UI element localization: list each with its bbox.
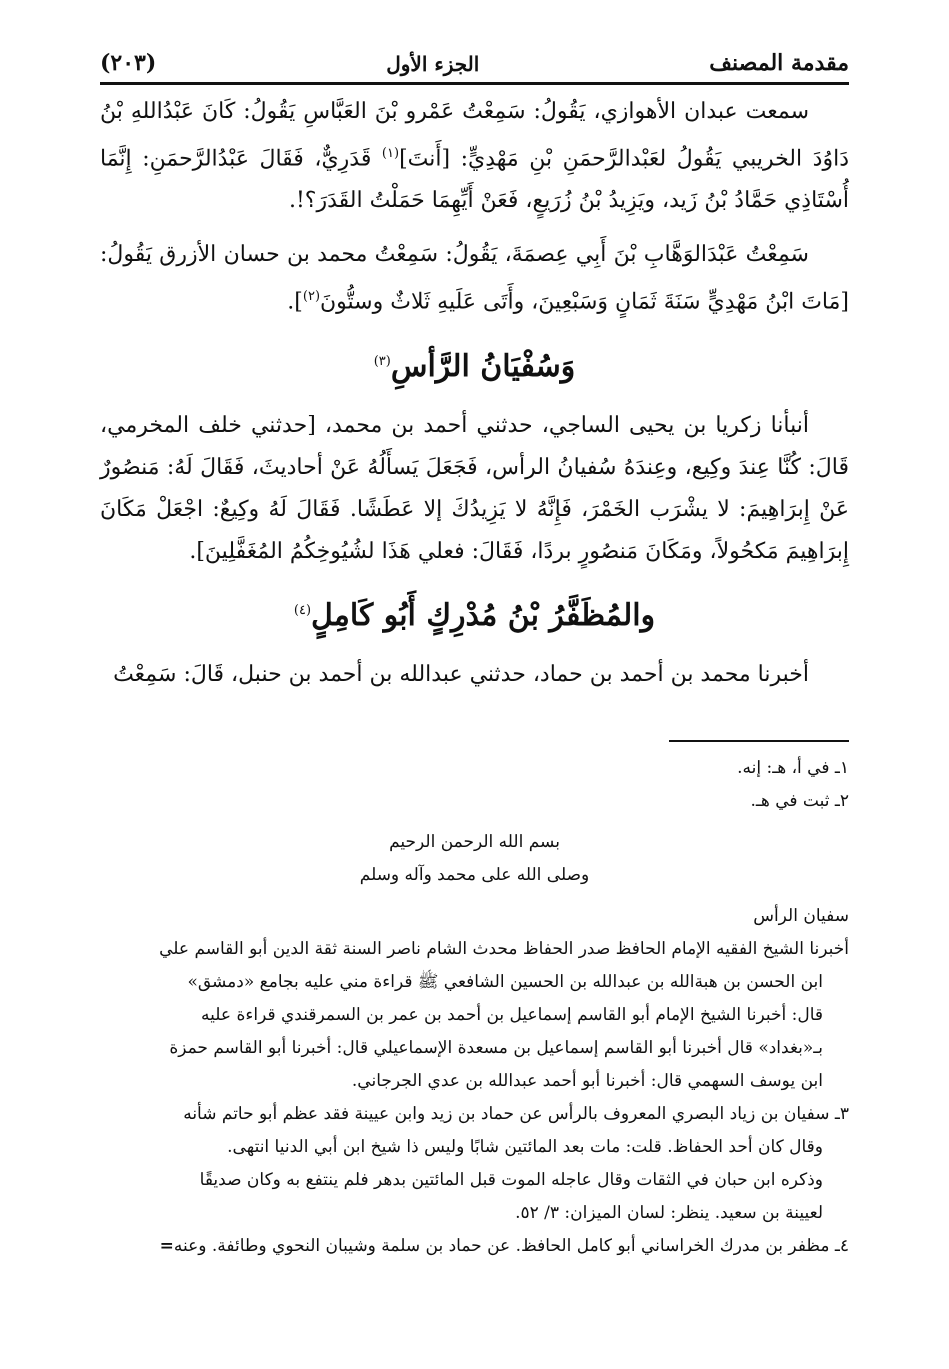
basmala: بسم الله الرحمن الرحيم: [389, 831, 560, 852]
paragraph-1-text-cont: قَدَرِيٌّ، فَقَالَ عَبْدُالرَّحمَنِ: إِنَّمَا أُسْتَاذِي حَمَّادُ بْنُ زَيد، ويَزِيدُ بْنُ زُرَيعٍ، فَعَنْ أَيِّهِمَا حَمَلْتُ القَدَرَ؟!.: [100, 146, 849, 214]
page-number: (٢٠٣): [100, 50, 157, 76]
page-header: [100, 36, 849, 76]
footnote-3-line: وقال كان أحد الحفاظ. قلت: مات بعد المائتين شابًا وليس ذا شيخ ابن أبي الدنيا انتهى.: [227, 1136, 823, 1157]
isnad-line: بـ«بغداد» قال أخبرنا أبو القاسم إسماعيل بن مسعدة الإسماعيلي قال: أخبرنا أبو القاسم حمزة: [169, 1037, 823, 1058]
footnote-2: ٢ـ ثبت في هـ.: [750, 790, 849, 811]
isnad-line: قال: أخبرنا الشيخ الإمام أبو القاسم إسماعيل بن أحمد بن عمر بن السمرقندي قراءة عليه: [201, 1004, 823, 1025]
footnote-4-text: ٤ـ مظفر بن مدرك الخراساني أبو كامل الحافظ. عن حماد بن سلمة وشيبان النحوي وطائفة. وعنه: [173, 1235, 849, 1256]
paragraph-2-text: سَمِعْتُ عَبْدَالوَهَّابِ بْنَ أَبِي عِصمَةَ، يَقُولُ: سَمِعْتُ محمد بن حسان الأزرق يَقُولُ: [مَاتَ ابْنُ مَهْدِيٍّ سَنَةَ ثَمَانٍ وَسَبْعِينَ، وأَتَى عَلَيهِ ثَلاثٌ وستُّونَ: [100, 242, 849, 315]
paragraph-3-text: أنبأنا زكريا بن يحيى الساجي، حدثني أحمد بن محمد، [حدثني خلف المخرمي، قَالَ: كُنَّا عِندَ وكِيع، وعِندَهُ سُفيانُ الرأس، فَجَعَلَ يَسأَلُهُ عَنْ أحاديثَ، فَقَالَ لَهُ: مَنصُورٌ عَنْ إِبرَاهِيمَ: لا يشْرَب الخَمْرَ، فَإِنَّهُ لا يَزِيدُكَ إلا عَطَشًا. فَقَالَ لَهُ وكِيعٌ: اجْعَلْ مَكَانَ إِبرَاهِيمَ مَكحُولاً، ومَكَانَ مَنصُورٍ بردًا، فَقَالَ: فعلي هَذَا لشُيُوخِكُمُ المُغَفَّلِينَ].: [100, 412, 849, 564]
footnote-ref-1: (١): [381, 146, 400, 161]
sufyan-subheading: سفيان الرأس: [753, 905, 849, 926]
section-heading-muzaffar: [100, 587, 849, 640]
footnote-1: ١ـ في أ، هـ: إنه.: [737, 757, 849, 778]
section-heading-muzaffar-text: والمُظَفَّرُ بْنُ مُدْرِكٍ أَبُو كَامِلٍ: [311, 597, 656, 633]
isnad-line: ابن يوسف السهمي قال: أخبرنا أبو أحمد عبدالله بن عدي الجرجاني.: [351, 1070, 823, 1091]
footnote-ref-3: (٣): [373, 353, 391, 369]
footnote-4: [100, 1230, 849, 1263]
paragraph-2-end: ].: [287, 289, 303, 315]
isnad-line: ابن الحسن بن هبةالله بن عبدالله بن الحسين الشافعي ﷺ قراءة مني عليه بجامع «دمشق»: [187, 971, 823, 992]
paragraph-3: [100, 405, 849, 573]
footnote-divider: [669, 740, 849, 742]
paragraph-1: [100, 91, 849, 222]
isnad-line: أخبرنا الشيخ الفقيه الإمام الحافظ صدر الحفاظ محدث الشام ناصر السنة ثقة الدين أبو القاسم علي: [159, 938, 849, 959]
volume-title: الجزء الأول: [386, 52, 480, 76]
paragraph-2: [100, 234, 849, 323]
paragraph-1-text: سمعت عبدان الأهوازي، يَقُولُ: سَمِعْتُ عَمْرو بْنَ العَبَّاسِ يَقُولُ: كَانَ عَبْدُاللهِ بْنُ دَاوُدَ الخريبي يَقُولُ لعَبْدالرَّحمَنِ بْنِ مَهْدِيٍّ: [أَنتَ]: [100, 99, 849, 172]
footnote-ref-4: (٤): [293, 602, 312, 618]
section-heading-sufyan: [100, 338, 849, 391]
paragraph-4: [100, 654, 849, 696]
paragraph-4-text: أخبرنا محمد بن أحمد بن حماد، حدثني عبدالله بن أحمد بن حنبل، قَالَ: سَمِعْتُ: [113, 661, 809, 687]
footnote-3-line: لعيينة بن سعيد. ينظر: لسان الميزان: ٣/ ٥٢.: [515, 1202, 823, 1223]
header-divider: [100, 82, 849, 85]
footnote-3-line: ٣ـ سفيان بن زياد البصري المعروف بالرأس عن حماد بن زيد وابن عيينة فقد عظم أبو حاتم شأنه: [183, 1103, 849, 1124]
footnote-ref-2: (٢): [302, 289, 321, 305]
footnote-3-line: وذكره ابن حبان في الثقات وقال عاجله الموت قبل المائتين بدهر فلم ينتفع به وكان صديقًا: [199, 1169, 823, 1190]
section-heading-sufyan-text: وَسُفْيَانُ الرَّأسِ: [390, 348, 576, 384]
section-title: مقدمة المصنف: [709, 50, 849, 76]
continuation-mark: =: [159, 1235, 174, 1256]
salawat: وصلى الله على محمد وآله وسلم: [359, 864, 590, 885]
